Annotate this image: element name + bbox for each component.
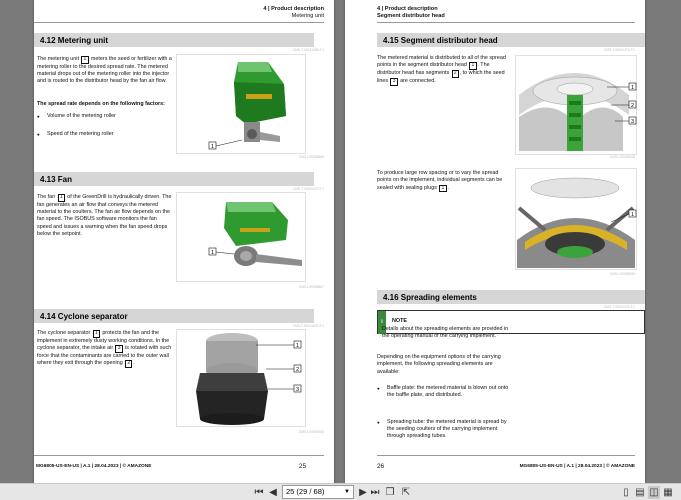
single-page-view-icon[interactable]: ▯ bbox=[623, 487, 629, 498]
section-title-fan: 4.13 Fan bbox=[34, 172, 314, 186]
page-number: 26 bbox=[377, 463, 385, 470]
chevron-down-icon: ▼ bbox=[344, 489, 350, 495]
continuous-view-icon[interactable]: ▤ bbox=[635, 487, 645, 498]
sealing-plugs-figure bbox=[515, 168, 637, 270]
copy-icon[interactable]: ❐ bbox=[385, 487, 395, 498]
page-number-field[interactable]: 25 (29 / 68) ▼ bbox=[282, 485, 354, 499]
figure-callout: 1 bbox=[295, 342, 300, 349]
footer-doc: MG6805-US-EN-US | A.1 | 28.04.2023 | © AMAZONE bbox=[519, 464, 635, 469]
section-title-cyclone-separator: 4.14 Cyclone separator bbox=[34, 309, 314, 323]
figure-callout: 3 bbox=[630, 118, 635, 125]
section-title-spreading-elements: 4.16 Spreading elements bbox=[377, 290, 645, 304]
left-page: 4 | Product description Metering unit 4.12 Metering unit CMS-T-00011468-F.1 The metering unit 1 meters the seed or fertilizer with a metering roller to the desired spread rate. The metered material drops out of the metering roller into the injector and is routed to the distributor head by the fan air flow. The spread rate depends on the following factors: ● Volume of the metering roller ● Speed of the metering roller 1 CMS-I-00008586 4.13 Fan CMS-T-00011472-F.1 The fan 1 of the GreenDrill is hydraulically driven. The fan generates an air flow that conveys the metered material to the coulters. The fan air flow depends on the fan speed. The ISOBUS software monitors the fan speed and issues a warning when the fan speed drops below the setpoint. 1 CMS-I-00008587 4.14 Cyclone separator CMS-T-00012623-F.1 The cyclone separator 1 protects the fan and the implement in extremely dusty working conditions. In the cyclone separator, the intake air 3 is rotated with such force that the contaminants are carried to the outer wall where they exit through the opening 2 . 1 2 3 CMS-I-00008760 MG6805-US-EN-US | A.1 | 28.04.2023 | © AMAZONE 25 bbox=[34, 0, 334, 483]
fan-figure bbox=[176, 192, 306, 282]
metering-unit-description: The metering unit 1 meters the seed or fertilizer with a metering roller to the desired spread rate. The metered material drops out of the metering roller into the injector and is routed to the distributor head by the fan air flow. bbox=[37, 56, 172, 85]
segment-head-description: The metered material is distributed to all of the spread points in the segment distributor head 1 . The distributor head has segments 2 , to which the seed lines 3 are connected. bbox=[377, 55, 506, 84]
next-page-icon[interactable]: ▶ bbox=[359, 487, 367, 498]
figure-callout: 2 bbox=[630, 102, 635, 109]
two-page-view-icon[interactable]: ◫ bbox=[649, 487, 659, 498]
section-title-segment-distributor-head: 4.15 Segment distributor head bbox=[377, 33, 645, 47]
sealing-plugs-description: To produce large row spacing or to vary the spread points on the implement, individual segments can be sealed with sealing plugs 1 . bbox=[377, 170, 503, 191]
spreading-intro: Depending on the equipment options of the carrying implement, the following spreading elements are available: bbox=[377, 354, 501, 375]
page-header: 4 | Product description Segment distributor head bbox=[377, 6, 445, 19]
viewer-toolbar bbox=[0, 483, 681, 500]
footer-doc: MG6805-US-EN-US | A.1 | 28.04.2023 | © AMAZONE bbox=[36, 464, 152, 469]
list-item: ● Baffle plate: the metered material is blown out onto the baffle plate, and distributed. bbox=[377, 385, 509, 400]
fan-description: The fan 1 of the GreenDrill is hydraulically driven. The fan generates an air flow that conveys the metered material to the coulters. The fan air flow depends on the fan speed. The ISOBUS software monitors the fan speed and issues a warning when the fan speed drops below the setpoint. bbox=[37, 194, 172, 237]
list-item: ● Volume of the metering roller bbox=[37, 113, 172, 120]
list-item: ● Spreading tube: the metered material is spread by the seeding coulters of the carrying implement through spreading tubes. bbox=[377, 419, 509, 441]
page-header: 4 | Product description Metering unit bbox=[263, 6, 324, 19]
two-page-continuous-view-icon[interactable]: ▦ bbox=[663, 487, 673, 498]
figure-callout: 1 bbox=[630, 211, 635, 218]
cyclone-description: The cyclone separator 1 protects the fan and the implement in extremely dusty working conditions. In the cyclone separator, the intake air 3 is rotated with such force that the contaminants are carried to the outer wall where they exit through the opening 2 . bbox=[37, 330, 172, 367]
first-page-icon[interactable]: ⏮ bbox=[254, 487, 264, 498]
export-icon[interactable]: ⇱ bbox=[401, 487, 411, 498]
note-box: i NOTE bbox=[377, 310, 645, 334]
info-icon: i bbox=[378, 311, 386, 334]
figure-callout: 3 bbox=[295, 386, 300, 393]
note-text: Details about the spreading elements are provided in the operating manual of the carrying implement. bbox=[382, 326, 509, 340]
right-page: 4 | Product description Segment distributor head 4.15 Segment distributor head CMS-T-00011473-F.1 The metered material is distributed to all of the spread points in the segment distributor head 1 . The distributor head has segments 2 , to which the seed lines 3 are connected. 1 2 3 CMS-I-00008155 To produce large row spacing or to vary the spread points on the implement, individual segments can be sealed with sealing plugs 1 . 1 CMS-I-00008156 4.16 Spreading elements CMS-T-00011474-F.1 i NOTE Details about the spreading elements are provided in the operating manual of the carrying implement. Depending on the equipment options of the carrying implement, the following spreading elements are available: ● Baffle plate: the metered material is blown out onto the baffle plate, and distributed. ● Spreading tube: the metered material is spread by the seeding coulters of the carrying implement through spreading tubes. MG6805-US-EN-US | A.1 | 28.04.2023 | © AMAZONE 26 bbox=[345, 0, 645, 483]
segment-head-figure bbox=[515, 55, 637, 155]
cyclone-separator-figure bbox=[176, 329, 306, 427]
previous-page-icon[interactable]: ◀ bbox=[269, 487, 277, 498]
figure-callout: 1 bbox=[210, 143, 215, 150]
factors-heading: The spread rate depends on the following factors: bbox=[37, 101, 165, 107]
figure-callout: 1 bbox=[210, 249, 215, 256]
metering-unit-figure bbox=[176, 54, 306, 154]
figure-callout: 2 bbox=[295, 366, 300, 373]
figure-callout: 1 bbox=[630, 84, 635, 91]
last-page-icon[interactable]: ⏭ bbox=[370, 487, 380, 498]
page-number: 25 bbox=[298, 463, 306, 470]
section-title-metering-unit: 4.12 Metering unit bbox=[34, 33, 314, 47]
list-item: ● Speed of the metering roller bbox=[37, 131, 172, 138]
